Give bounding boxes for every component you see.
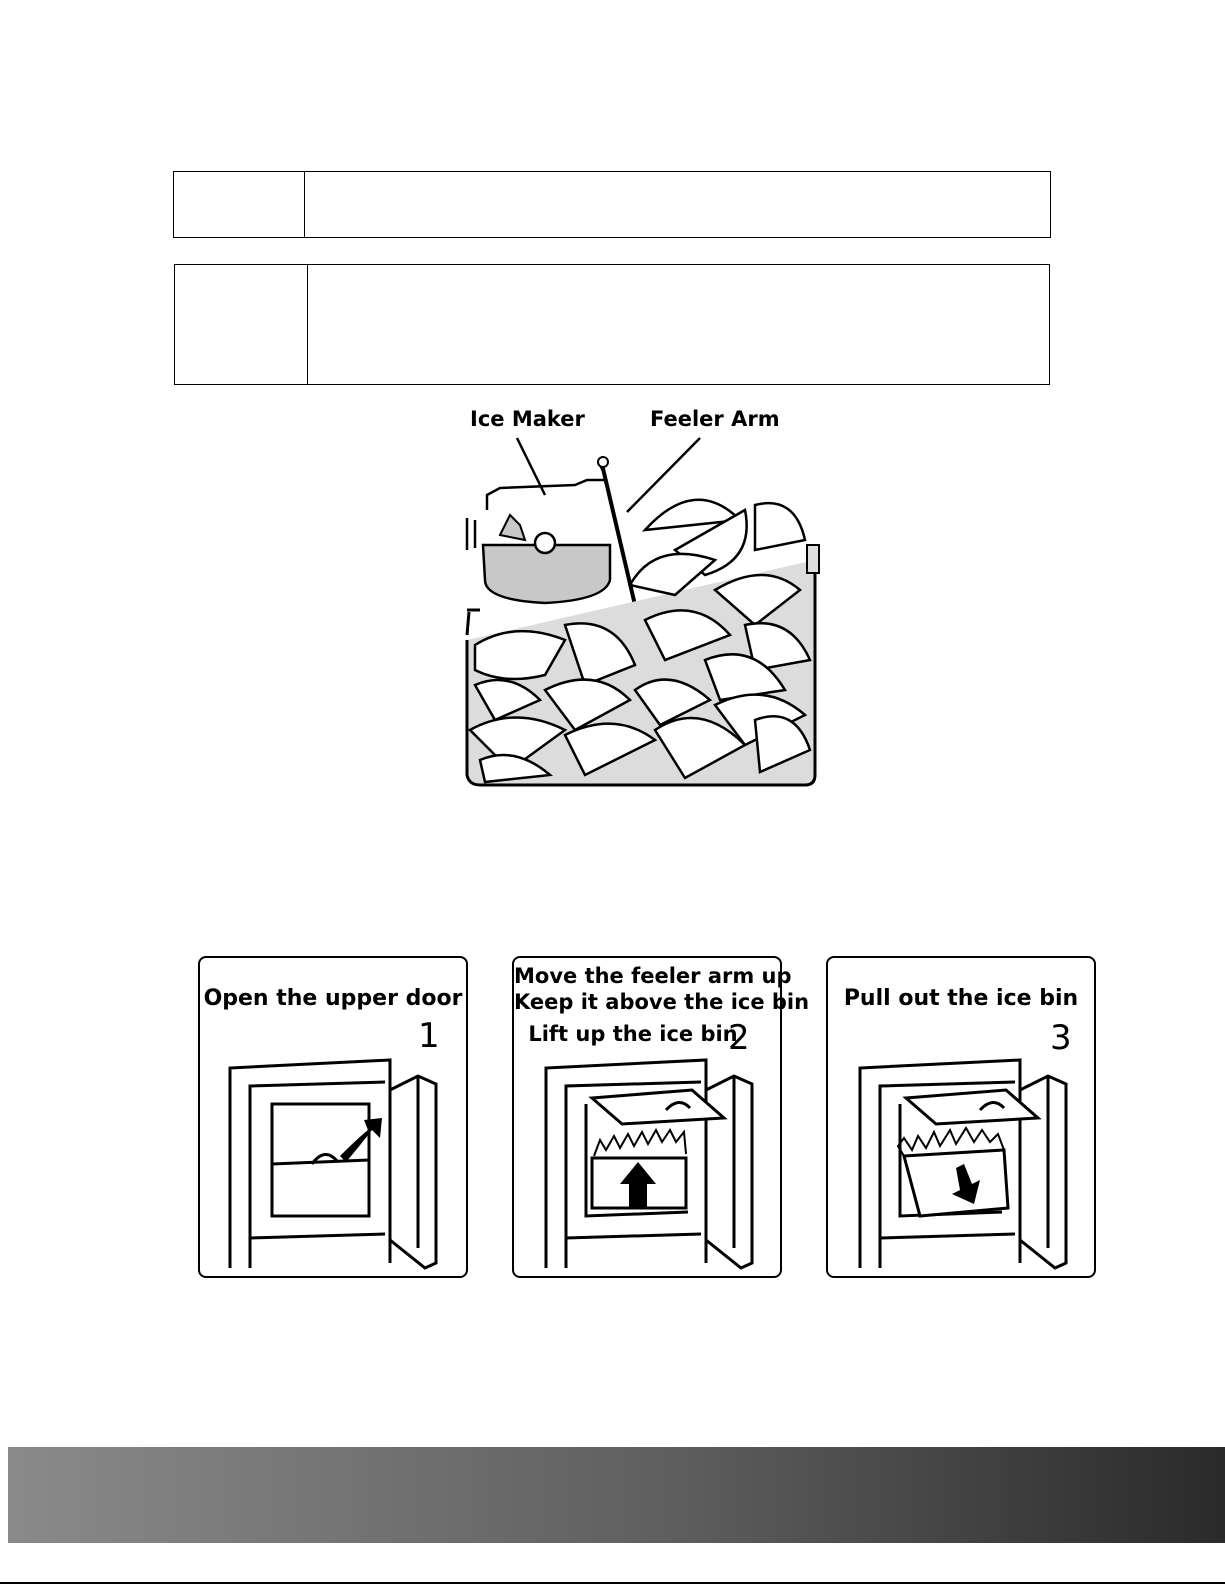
note-table-1-label-cell xyxy=(174,172,305,237)
ice-maker-motor-cover xyxy=(500,515,525,540)
pulled-ice-bin xyxy=(904,1150,1008,1216)
step-3-panel xyxy=(826,956,1096,1278)
ice-maker-callout: Ice Maker xyxy=(470,407,585,431)
step-2-title-line-1: Move the feeler arm up xyxy=(514,964,792,988)
fridge-shelf-line xyxy=(250,1234,385,1238)
compartment-divider xyxy=(272,1160,369,1164)
step-2-illustration xyxy=(514,958,810,1276)
note-table-1-content-cell xyxy=(305,172,1050,237)
open-arrow-icon xyxy=(340,1118,382,1162)
step-2-panel xyxy=(512,956,810,1278)
note-table-2-label-cell xyxy=(175,265,308,384)
bottom-rule xyxy=(0,1582,1225,1584)
step-1-illustration xyxy=(200,958,466,1276)
bin-latch xyxy=(467,610,480,635)
step-1-number: 1 xyxy=(418,1016,440,1056)
note-table-1 xyxy=(173,171,1051,238)
feeler-arm-callout: Feeler Arm xyxy=(650,407,780,431)
fridge-inner-frame xyxy=(250,1082,385,1268)
ice-maker-diagram xyxy=(455,400,835,795)
open-door xyxy=(1020,1076,1066,1268)
note-table-2 xyxy=(174,264,1050,385)
raised-feeler-shelf xyxy=(906,1090,1038,1124)
open-door xyxy=(390,1076,436,1268)
feeler-arm-pivot xyxy=(598,457,608,467)
step-2-number: 2 xyxy=(728,1018,750,1058)
ice-pieces xyxy=(594,1130,686,1156)
step-2-title-line-3: Lift up the ice bin xyxy=(528,1022,738,1046)
step-3-number: 3 xyxy=(1050,1018,1072,1058)
fridge-shelf-line xyxy=(566,1234,701,1238)
raised-feeler-shelf xyxy=(592,1090,724,1124)
bin-side-tab xyxy=(807,545,819,573)
step-3-title: Pull out the ice bin xyxy=(843,986,1079,1011)
step-2-title-line-2: Keep it above the ice bin xyxy=(514,990,810,1014)
ice-maker-housing xyxy=(487,465,605,510)
note-table-2-content-cell xyxy=(308,265,1049,384)
open-door xyxy=(706,1076,752,1268)
ice-maker-bracket xyxy=(467,518,475,550)
fridge-shelf-line xyxy=(880,1234,1015,1238)
step-1-title: Open the upper door xyxy=(203,986,463,1011)
ice-maker-illustration xyxy=(455,400,835,795)
step-3-illustration xyxy=(828,958,1094,1276)
lift-arrow-icon xyxy=(620,1162,656,1208)
footer-bar xyxy=(8,1447,1225,1543)
step-1-panel xyxy=(198,956,468,1278)
ice-maker-shaft xyxy=(535,533,555,553)
